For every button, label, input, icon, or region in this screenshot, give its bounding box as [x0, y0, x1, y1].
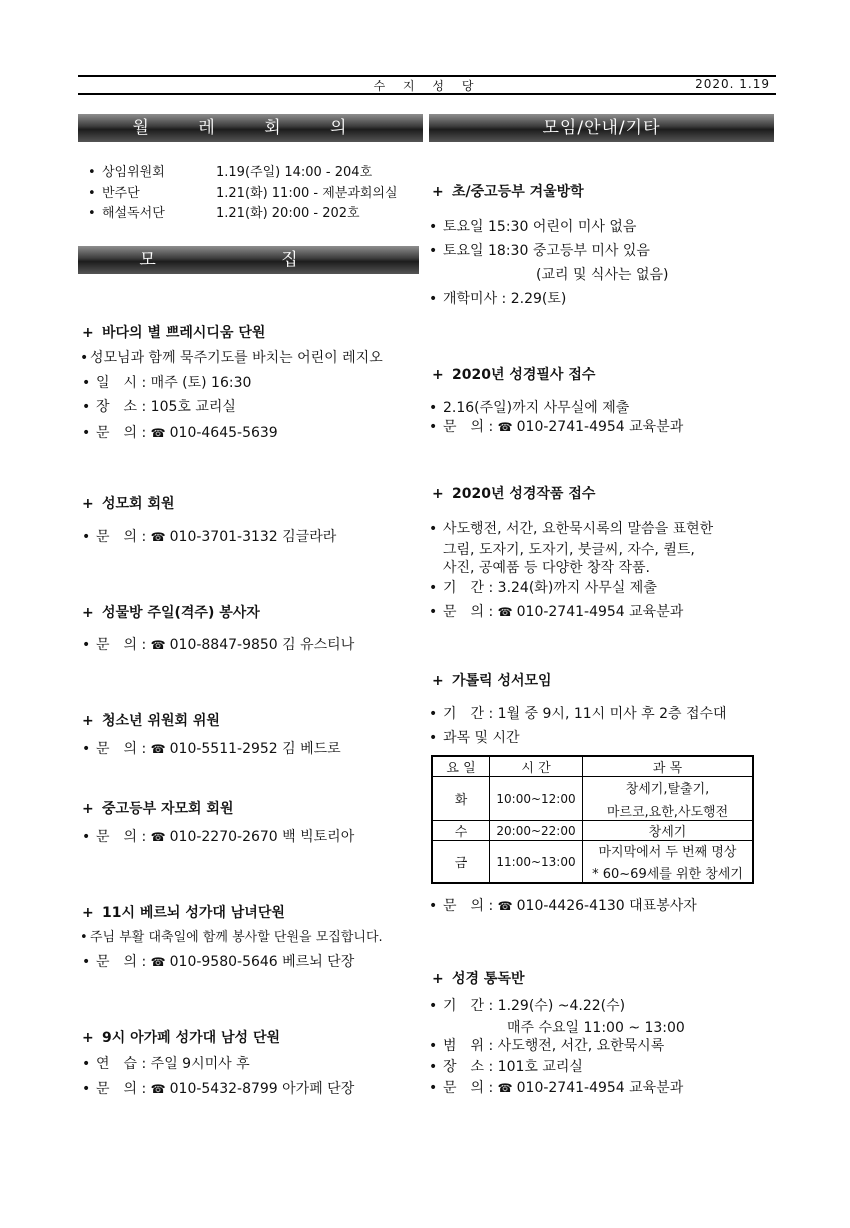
body-line: • 연 습 : 주일 9시미사 후: [82, 1056, 250, 1072]
phone-icon: ☎: [150, 742, 166, 756]
body-line: • 기 간 : 1월 중 9시, 11시 미사 후 2층 접수대: [429, 706, 727, 722]
meeting-item: • 해설독서단 1.21(화) 20:00 - 202호: [88, 206, 360, 221]
table-row: 금 11:00~13:00 마지막에서 두 번째 명상 * 60~69세를 위한 창세기: [432, 841, 753, 884]
table-header-row: [432, 756, 753, 777]
body-line: 사진, 공예품 등 다양한 창작 작품.: [443, 560, 650, 576]
body-line: • 성모님과 함께 묵주기도를 바치는 어린이 레지오: [80, 350, 383, 366]
section-heading: + 성경 통독반: [432, 971, 525, 987]
info-banner: 모임/안내/기타: [429, 114, 774, 142]
body-line: • 2.16(주일)까지 사무실에 제출: [429, 400, 630, 416]
body-line: • 범 위 : 사도행전, 서간, 요한묵시록: [429, 1038, 665, 1054]
contact-line: • 문 의 : ☎ 010-3701-3132 김글라라: [82, 529, 337, 545]
contact-line: • 문 의 : ☎ 010-2741-4954 교육분과: [429, 419, 684, 435]
contact-line: • 문 의 : ☎ 010-5511-2952 김 베드로: [82, 741, 341, 757]
contact-line: • 문 의 : ☎ 010-8847-9850 김 유스티나: [82, 637, 355, 653]
body-line: • 사도행전, 서간, 요한묵시록의 말씀을 표현한: [429, 521, 714, 537]
section-heading: + 성물방 주일(격주) 봉사자: [82, 605, 260, 621]
phone-icon: ☎: [497, 605, 513, 619]
body-line: • 과목 및 시간: [429, 730, 520, 746]
masthead-bottom-rule: [78, 93, 776, 95]
table-row: 화 10:00~12:00 창세기,탈출기, 마르코,요한,사도행전: [432, 777, 753, 821]
contact-line: • 문 의 : ☎ 010-9580-5646 베르뇌 단장: [82, 954, 355, 970]
issue-date: 2020. 1.19: [695, 77, 770, 91]
body-line: • 일 시 : 매주 (토) 16:30: [82, 375, 252, 391]
contact-line: • 문 의 : ☎ 010-5432-8799 아가페 단장: [82, 1081, 355, 1097]
phone-icon: ☎: [150, 1082, 166, 1096]
body-line: (교리 및 식사는 없음): [536, 267, 669, 283]
body-line: • 토요일 18:30 중고등부 미사 있음: [429, 243, 650, 259]
body-line: • 개학미사 : 2.29(토): [429, 291, 567, 307]
body-line: • 장 소 : 105호 교리실: [82, 399, 236, 415]
section-heading: + 9시 아가페 성가대 남성 단원: [82, 1030, 281, 1046]
phone-icon: ☎: [497, 1081, 513, 1095]
contact-line: • 문 의 : ☎ 010-2741-4954 교육분과: [429, 604, 684, 620]
body-line: • 기 간 : 1.29(수) ~4.22(수): [429, 998, 626, 1014]
phone-icon: ☎: [150, 530, 166, 544]
column-header: 과 목: [583, 756, 754, 777]
phone-icon: ☎: [497, 420, 513, 434]
column-header: 요 일: [432, 756, 490, 777]
body-line: • 장 소 : 101호 교리실: [429, 1059, 583, 1075]
table-row: 수 20:00~22:00 창세기: [432, 821, 753, 841]
body-line: • 주님 부활 대축일에 함께 봉사할 단원을 모집합니다.: [80, 930, 383, 945]
contact-line: • 문 의 : ☎ 010-4426-4130 대표봉사자: [429, 898, 697, 914]
section-heading: + 11시 베르뇌 성가대 남녀단원: [82, 905, 285, 921]
section-heading: + 2020년 성경필사 접수: [432, 367, 596, 383]
section-heading: + 성모회 회원: [82, 496, 175, 512]
column-header: 시 간: [490, 756, 583, 777]
phone-icon: ☎: [150, 638, 166, 652]
schedule-table: [431, 755, 754, 884]
body-line: 그림, 도자기, 도자기, 붓글씨, 자수, 퀼트,: [443, 542, 695, 558]
section-heading: + 초/중고등부 겨울방학: [432, 184, 584, 200]
body-line: • 토요일 15:30 어린이 미사 없음: [429, 219, 637, 235]
body-line: 매주 수요일 11:00 ~ 13:00: [507, 1020, 685, 1036]
contact-line: • 문 의 : ☎ 010-4645-5639: [82, 425, 278, 441]
recruit-banner: 모 집: [78, 246, 419, 274]
phone-icon: ☎: [150, 955, 166, 969]
phone-icon: ☎: [150, 830, 166, 844]
body-line: • 기 간 : 3.24(화)까지 사무실 제출: [429, 580, 657, 596]
contact-line: • 문 의 : ☎ 010-2741-4954 교육분과: [429, 1080, 684, 1096]
section-heading: + 중고등부 자모회 회원: [82, 801, 234, 817]
meeting-item: • 반주단 1.21(화) 11:00 - 제분과회의실: [88, 186, 398, 201]
phone-icon: ☎: [497, 899, 513, 913]
meetings-banner: 월 레 회 의: [78, 114, 423, 142]
meeting-item: • 상임위원회 1.19(주일) 14:00 - 204호: [88, 165, 373, 180]
section-heading: + 가톨릭 성서모임: [432, 673, 552, 689]
section-heading: + 2020년 성경작품 접수: [432, 486, 596, 502]
section-heading: + 바다의 별 쁘레시디움 단원: [82, 325, 266, 341]
phone-icon: ☎: [150, 426, 166, 440]
parish-name: 수 지 성 당: [373, 79, 481, 93]
section-heading: + 청소년 위원회 위원: [82, 713, 220, 729]
contact-line: • 문 의 : ☎ 010-2270-2670 백 빅토리아: [82, 829, 355, 845]
